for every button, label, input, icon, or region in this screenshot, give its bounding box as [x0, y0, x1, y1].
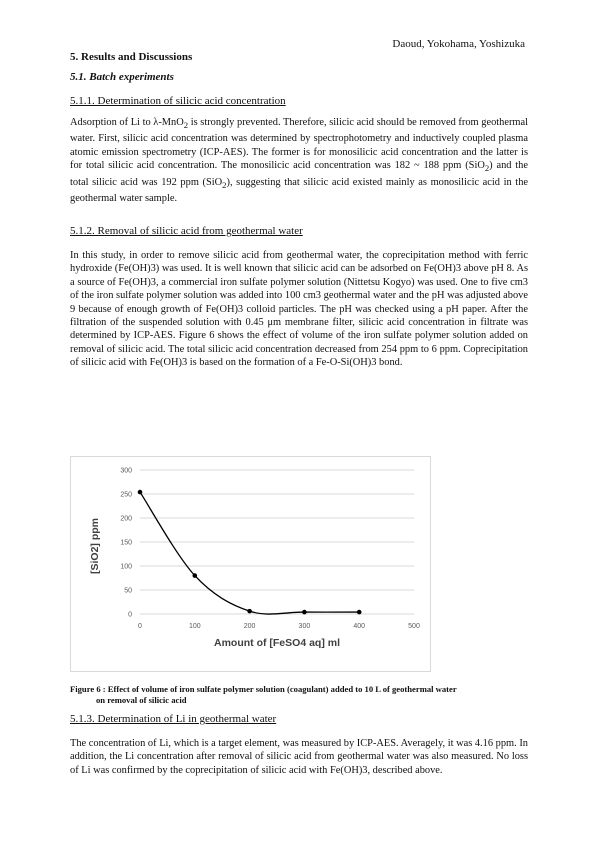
x-tick-label: 300: [298, 623, 311, 630]
data-point-2: [247, 609, 252, 614]
running-header-authors: Daoud, Yokohama, Yoshizuka: [392, 38, 525, 50]
paragraph-5-1-2: In this study, in order to remove silicic acid from geothermal water, the coprecipitation method with ferric hydroxide (Fe(OH)3) was used. It is well known that silicic acid can be adsorbed on Fe(OH)3 above pH 8. As a source of Fe(OH)3, a commercial iron sulfate polymer solution (Nittetsu Kogyo) was used. One to five cm3 of the iron sulfate polymer solution was added into 100 cm3 geothermal water and the pH was adjusted above 9 because of enough growth of Fe(OH)3 colloid particles. The pH was checked using a pH paper. After the filtration of the suspended solution with 0.45 μm membrane filter, silicic acid concentration in filtrate was determined by ICP-AES. Figure 6 shows the effect of volume of the iron sulfate polymer solution added on removal of silicic acid. The total silicic acid concentration decreased from 254 ppm to 6 ppm. Coprecipitation of silicic acid with Fe(OH)3 is based on the formation of a Fe-O-Si(OH)3 bond.: [70, 250, 528, 369]
paragraph-5-1-1-part-a: Adsorption of Li to λ-MnO: [70, 117, 184, 128]
y-tick-label: 300: [120, 467, 132, 475]
data-point-0: [138, 490, 143, 495]
paragraph-5-1-1-part-d: ), suggesting that silicic acid existed mainly as monosilicic acid in the geothermal water sample.: [70, 176, 529, 205]
paragraph-5-1-3: The concentration of Li, which is a target element, was measured by ICP-AES. Averagely, it was 4.16 ppm. In addition, the Li concentration after removal of silicic acid from geothermal water was also measured. No loss of Li was confirmed by the coprecipitation of silicic acid with Fe(OH)3, described above.: [70, 738, 528, 776]
y-tick-label: 250: [120, 491, 132, 499]
paragraph-5-1-1-part-b: is strongly prevented. Therefore, silicic acid should be removed from geothermal water. First, silicic acid concentration was determined by spectrophotometry and inductively coupled plasma atomic emission spectrometry (ICP-AES). The former is for monosilicic acid concentration and the latter is for total silicic acid concentration. The monosilicic acid concentration was 182 ~ 188 ppm (SiO: [70, 117, 528, 172]
subsection-heading: 5.1. Batch experiments: [70, 71, 174, 83]
y-tick-label: 50: [124, 587, 132, 595]
section-heading: 5. Results and Discussions: [70, 51, 193, 63]
data-point-4: [357, 610, 362, 615]
x-axis-title: Amount of [FeSO4 aq] ml: [214, 637, 340, 649]
figure-caption: [70, 684, 530, 706]
subsubsection-heading-5-1-1: 5.1.1. Determination of silicic acid concentration: [70, 95, 286, 107]
paragraph-5-1-1-part-c: ) and the total silicic acid was 192 ppm (SiO: [70, 160, 528, 188]
x-tick-label: 0: [138, 623, 142, 630]
y-tick-label: 150: [120, 539, 132, 547]
x-tick-label: 100: [188, 623, 201, 630]
x-tick-label: 200: [243, 623, 256, 630]
paragraph-5-1-1: Adsorption of Li to λ-MnO$_2$ is strongly prevented. Therefore, silicic acid should be removed from geothermal water. First, silicic acid concentration was determined by spectrophotometry and inductively coupled plasma atomic emission spectrometry (ICP-AES). The former is for monosilicic acid concentration and the latter is for total silicic acid concentration. The monosilicic acid concentration was 182 ~ 188 ppm (SiO$_2$) and the total silicic acid was 192 ppm (SiO$_2$), suggesting that silicic acid existed mainly as monosilicic acid in the geothermal water sample.: [70, 117, 529, 205]
figure-caption-line-1: Figure 6 : Effect of volume of iron sulfate polymer solution (coagulant) added to 10 L of geothermal water: [70, 684, 457, 694]
y-tick-label: 200: [120, 515, 132, 523]
data-point-3: [302, 610, 307, 615]
x-tick-label: 400: [353, 623, 366, 630]
y-tick-label: 100: [120, 563, 132, 571]
x-tick-label: 500: [408, 623, 420, 630]
y-axis-title: [SiO2] ppm: [89, 517, 101, 575]
line-chart: [71, 457, 430, 671]
series-line: [140, 492, 359, 614]
subsubsection-heading-5-1-3: 5.1.3. Determination of Li in geothermal water: [70, 713, 277, 725]
figure-6-chart: [70, 456, 431, 672]
data-point-1: [193, 573, 198, 578]
y-tick-label: 0: [128, 611, 132, 619]
figure-caption-line-2: on removal of silicic acid: [96, 695, 187, 705]
subsubsection-heading-5-1-2: 5.1.2. Removal of silicic acid from geothermal water: [70, 225, 303, 237]
